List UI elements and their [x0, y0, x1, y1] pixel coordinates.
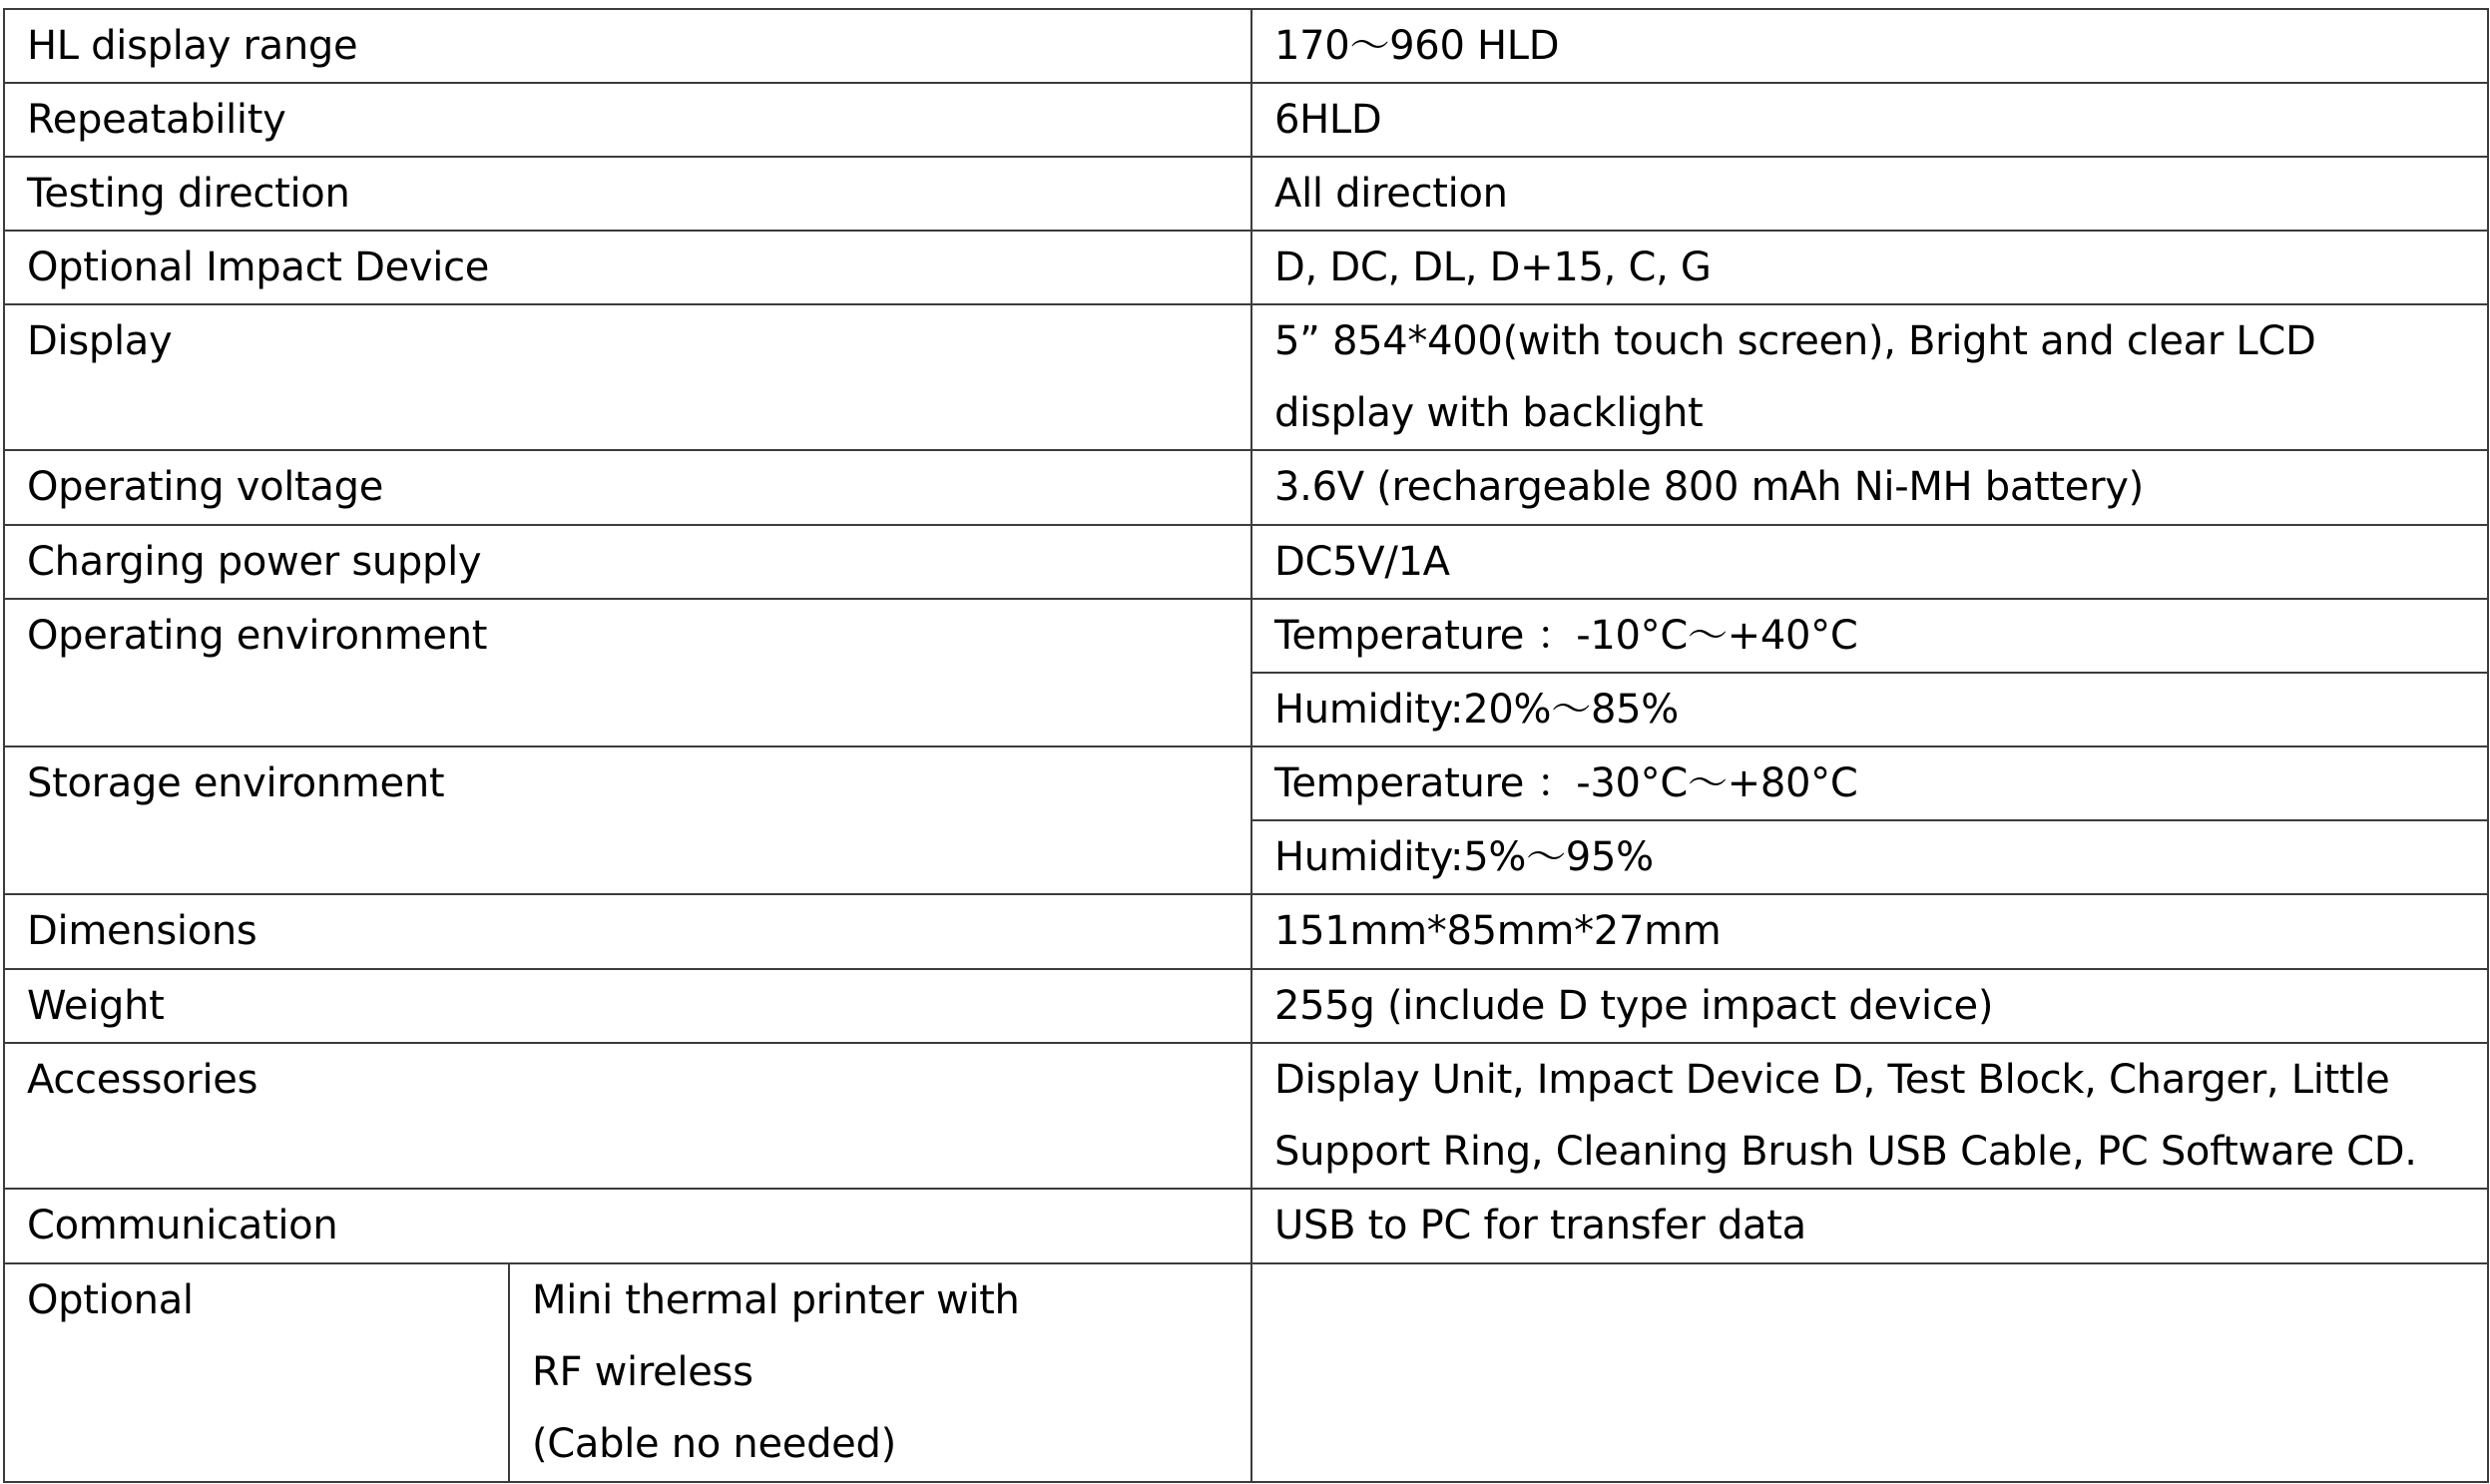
table-row [4, 231, 2488, 304]
table-row [4, 894, 2488, 969]
table-row [4, 969, 2488, 1043]
spec-label: Weight [4, 969, 1251, 1043]
spec-value: DC5V/1A [1251, 525, 2488, 599]
table-row [4, 450, 2488, 525]
spec-value [1251, 304, 2488, 450]
spec-table [3, 8, 2489, 1483]
spec-value-line: Support Ring, Cleaning Brush USB Cable, PC Software CD. [1274, 1129, 2417, 1175]
spec-label: Operating environment [4, 599, 1251, 746]
optional-item-line: Mini thermal printer with [532, 1277, 1020, 1323]
spec-label: Repeatability [4, 83, 1251, 157]
spec-label: HL display range [4, 9, 1251, 83]
spec-label: Operating voltage [4, 450, 1251, 525]
optional-item [509, 1263, 1251, 1482]
spec-value: D, DC, DL, D+15, C, G [1251, 231, 2488, 304]
spec-value: 170～960 HLD [1251, 9, 2488, 83]
table-row [4, 599, 2488, 673]
optional-item-line: RF wireless [532, 1349, 753, 1395]
spec-value [1251, 1263, 2488, 1482]
spec-value: 6HLD [1251, 83, 2488, 157]
table-row [4, 304, 2488, 450]
spec-value: Temperature ：-10°C～+40°C [1251, 599, 2488, 673]
spec-label: Display [4, 304, 1251, 450]
table-row [4, 1263, 2488, 1482]
spec-label: Storage environment [4, 746, 1251, 894]
table-row [4, 157, 2488, 231]
spec-label: Optional [4, 1263, 509, 1482]
optional-item-line: (Cable no needed) [532, 1421, 896, 1467]
spec-label: Testing direction [4, 157, 1251, 231]
table-row [4, 746, 2488, 820]
table-row [4, 1189, 2488, 1263]
spec-value: All direction [1251, 157, 2488, 231]
spec-label: Optional Impact Device [4, 231, 1251, 304]
spec-value-line: Display Unit, Impact Device D, Test Block, Charger, Little [1274, 1057, 2390, 1103]
spec-value: USB to PC for transfer data [1251, 1189, 2488, 1263]
spec-value-line: 5” 854*400(with touch screen), Bright and clear LCD [1274, 318, 2316, 364]
table-row [4, 525, 2488, 599]
spec-value [1251, 1043, 2488, 1189]
spec-label: Accessories [4, 1043, 1251, 1189]
table-row [4, 1043, 2488, 1189]
spec-label: Dimensions [4, 894, 1251, 969]
spec-value: Humidity:20%～85% [1251, 673, 2488, 746]
spec-value: Humidity:5%～95% [1251, 820, 2488, 894]
spec-value: 255g (include D type impact device) [1251, 969, 2488, 1043]
spec-value-line: display with backlight [1274, 390, 1704, 436]
spec-value: 151mm*85mm*27mm [1251, 894, 2488, 969]
table-row [4, 83, 2488, 157]
spec-label: Charging power supply [4, 525, 1251, 599]
spec-value: Temperature ：-30°C～+80°C [1251, 746, 2488, 820]
table-row [4, 9, 2488, 83]
spec-value: 3.6V (rechargeable 800 mAh Ni-MH battery) [1251, 450, 2488, 525]
spec-label: Communication [4, 1189, 1251, 1263]
